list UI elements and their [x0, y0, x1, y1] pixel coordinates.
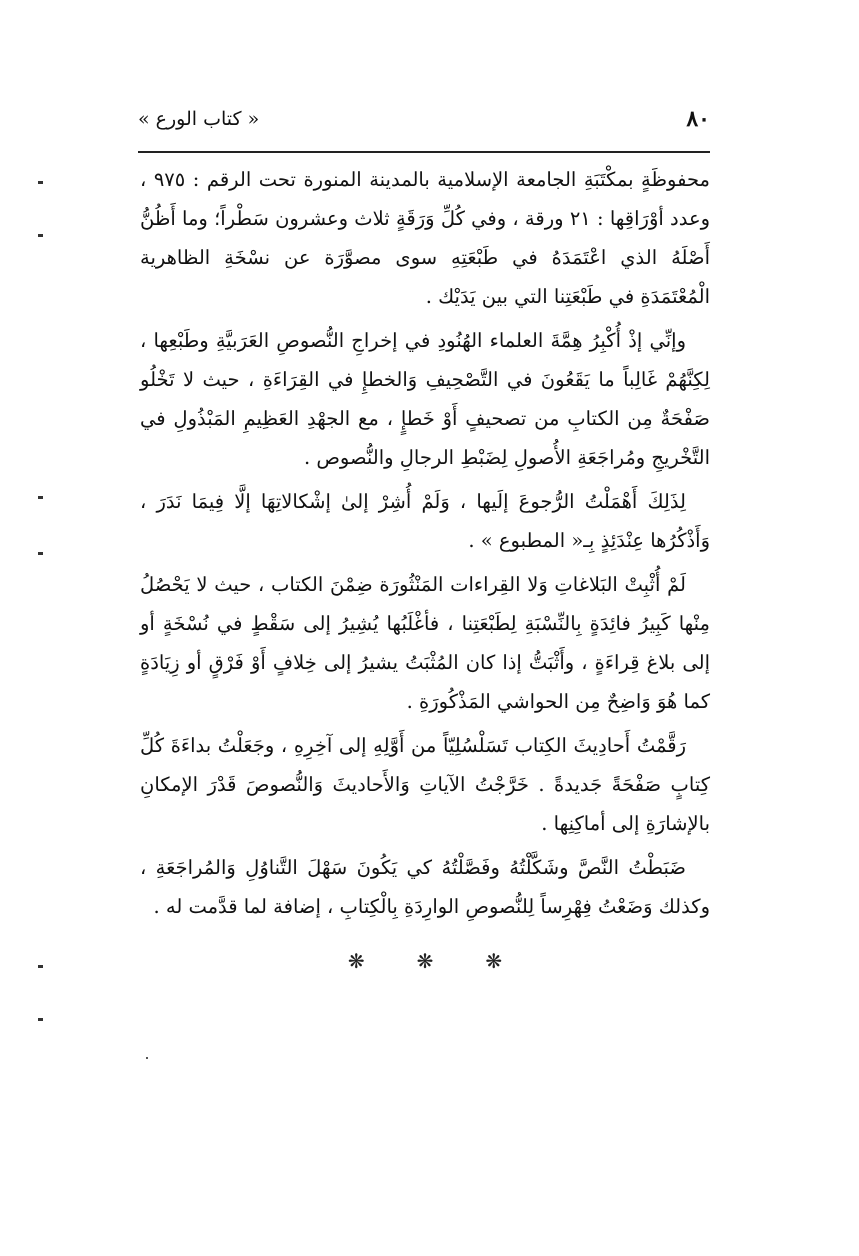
body-text — [140, 160, 710, 981]
paragraph-indian-editions: وإنِّي إذْ أُكْبِرُ هِمَّةَ العلماء الهُنُودِ في إخراجِ النُّصوصِ العَرَبيَّةِ وطَبْعِها ، لِكِنَّهُمْ غَالِباً ما يَقَعُونَ في التَّصْحِيفِ وَالخطإِ في القِرَاءَةِ ، حيث لا تَخْلُو صَفْحَةٌ مِن الكتابِ من تصحيفٍ أَوْ خَطإٍ ، مع الجهْدِ العَظِيمِ المَبْذُولِ في التَّخْريجِ ومُراجَعَةِ الأُصولِ لِضَبْطِ الرجالِ والنُّصوص . — [140, 329, 710, 469]
paragraph-manuscript-description: محفوظَةٍ بمكْتَبَةِ الجامعة الإسلامية بالمدينة المنورة تحت الرقم : ٩٧٥ ، وعدد أوْرَاقِها : ٢١ ورقة ، وفي كُلِّ وَرَقَةٍ ثلاث وعشرون سَطْراً؛ وما أَظُنُّ أَصْلَهُ الذي اعْتَمَدَهُ في طَبْعَتِهِ سوى مصوَّرَة عن نسْخَةِ الظاهرية الْمُعْتَمَدَةِ في طَبْعَتِنا التي بين يَدَيْك . — [140, 168, 711, 308]
margin-scan-mark — [38, 552, 43, 555]
paragraph-vocalization: ضَبَطْتُ النَّصَّ وشَكَّلْتُهُ وفَصَّلْتُهُ كي يَكُونَ سَهْلَ التَّناوُلِ وَالمُراجَعَةِ ، وكذلك وَضَعْتُ فِهْرِساً لِلنُّصوصِ الوارِدَةِ بِالْكِتابِ ، إضافة لما قدَّمت له . — [140, 856, 710, 918]
margin-scan-mark — [38, 1018, 43, 1021]
margin-scan-mark — [38, 234, 43, 237]
page-number: ٨٠ — [686, 106, 710, 132]
paragraph-numbering: رَقَّمْتُ أَحادِيثَ الكِتاب تَسَلْسُلِيّاً من أَوَّلِهِ إلى آخِرِهِ ، وجَعَلْتُ بداءَةَ كُلِّ كِتابٍ صَفْحَةً جَديدةً . خَرَّجْتُ الآياتِ وَالأَحاديثَ وَالنُّصوصَ قَدْرَ الإمكانِ بالإشارَةِ إلى أماكِنِها . — [140, 734, 710, 835]
separator-star-icon: ❋ — [416, 949, 434, 973]
margin-scan-mark — [38, 965, 43, 968]
margin-scan-dot — [146, 1057, 148, 1059]
separator-star-icon: ❋ — [485, 949, 503, 973]
page-header — [138, 106, 710, 146]
paragraph-marginal-notes: لَمْ أُثْبِتْ البَلاغاتِ وَلا القِراءات المَنْثُورَة ضِمْنَ الكتاب ، حيث لا يَحْصُلُ مِنْها كَبِيرُ فائِدَةٍ بِالنِّسْبَةِ لِطَبْعَتِنا ، فأغْلَبُها يُشِيرُ إلى سَقْطٍ في نُسْخَةٍ أو إلى بلاغ قِراءَةٍ ، وأَثْبَتُّ إذا كان المُثْبَتُ يشيرُ إلى خِلافٍ أَوْ فَرْقٍ أو زِيَادَةٍ كما هُوَ وَاضِحٌ مِن الحواشي المَذْكُورَةِ . — [140, 573, 710, 713]
running-title: « كتاب الورع » — [138, 108, 260, 130]
header-divider — [138, 151, 710, 153]
separator-star-icon: ❋ — [347, 949, 365, 973]
section-separator — [140, 942, 710, 981]
margin-scan-mark — [38, 496, 43, 499]
margin-scan-mark — [38, 181, 43, 184]
paragraph-neglected-edition: لِذَلِكَ أَهْمَلْتُ الرُّجوعَ إلَيها ، وَلَمْ أُشِرْ إلىٰ إشْكالاتِهَا إلَّا فِيمَا نَدَرَ ، وَأَذْكُرُها عِنْدَئِذٍ بِـ« المطبوع » . — [140, 490, 710, 552]
